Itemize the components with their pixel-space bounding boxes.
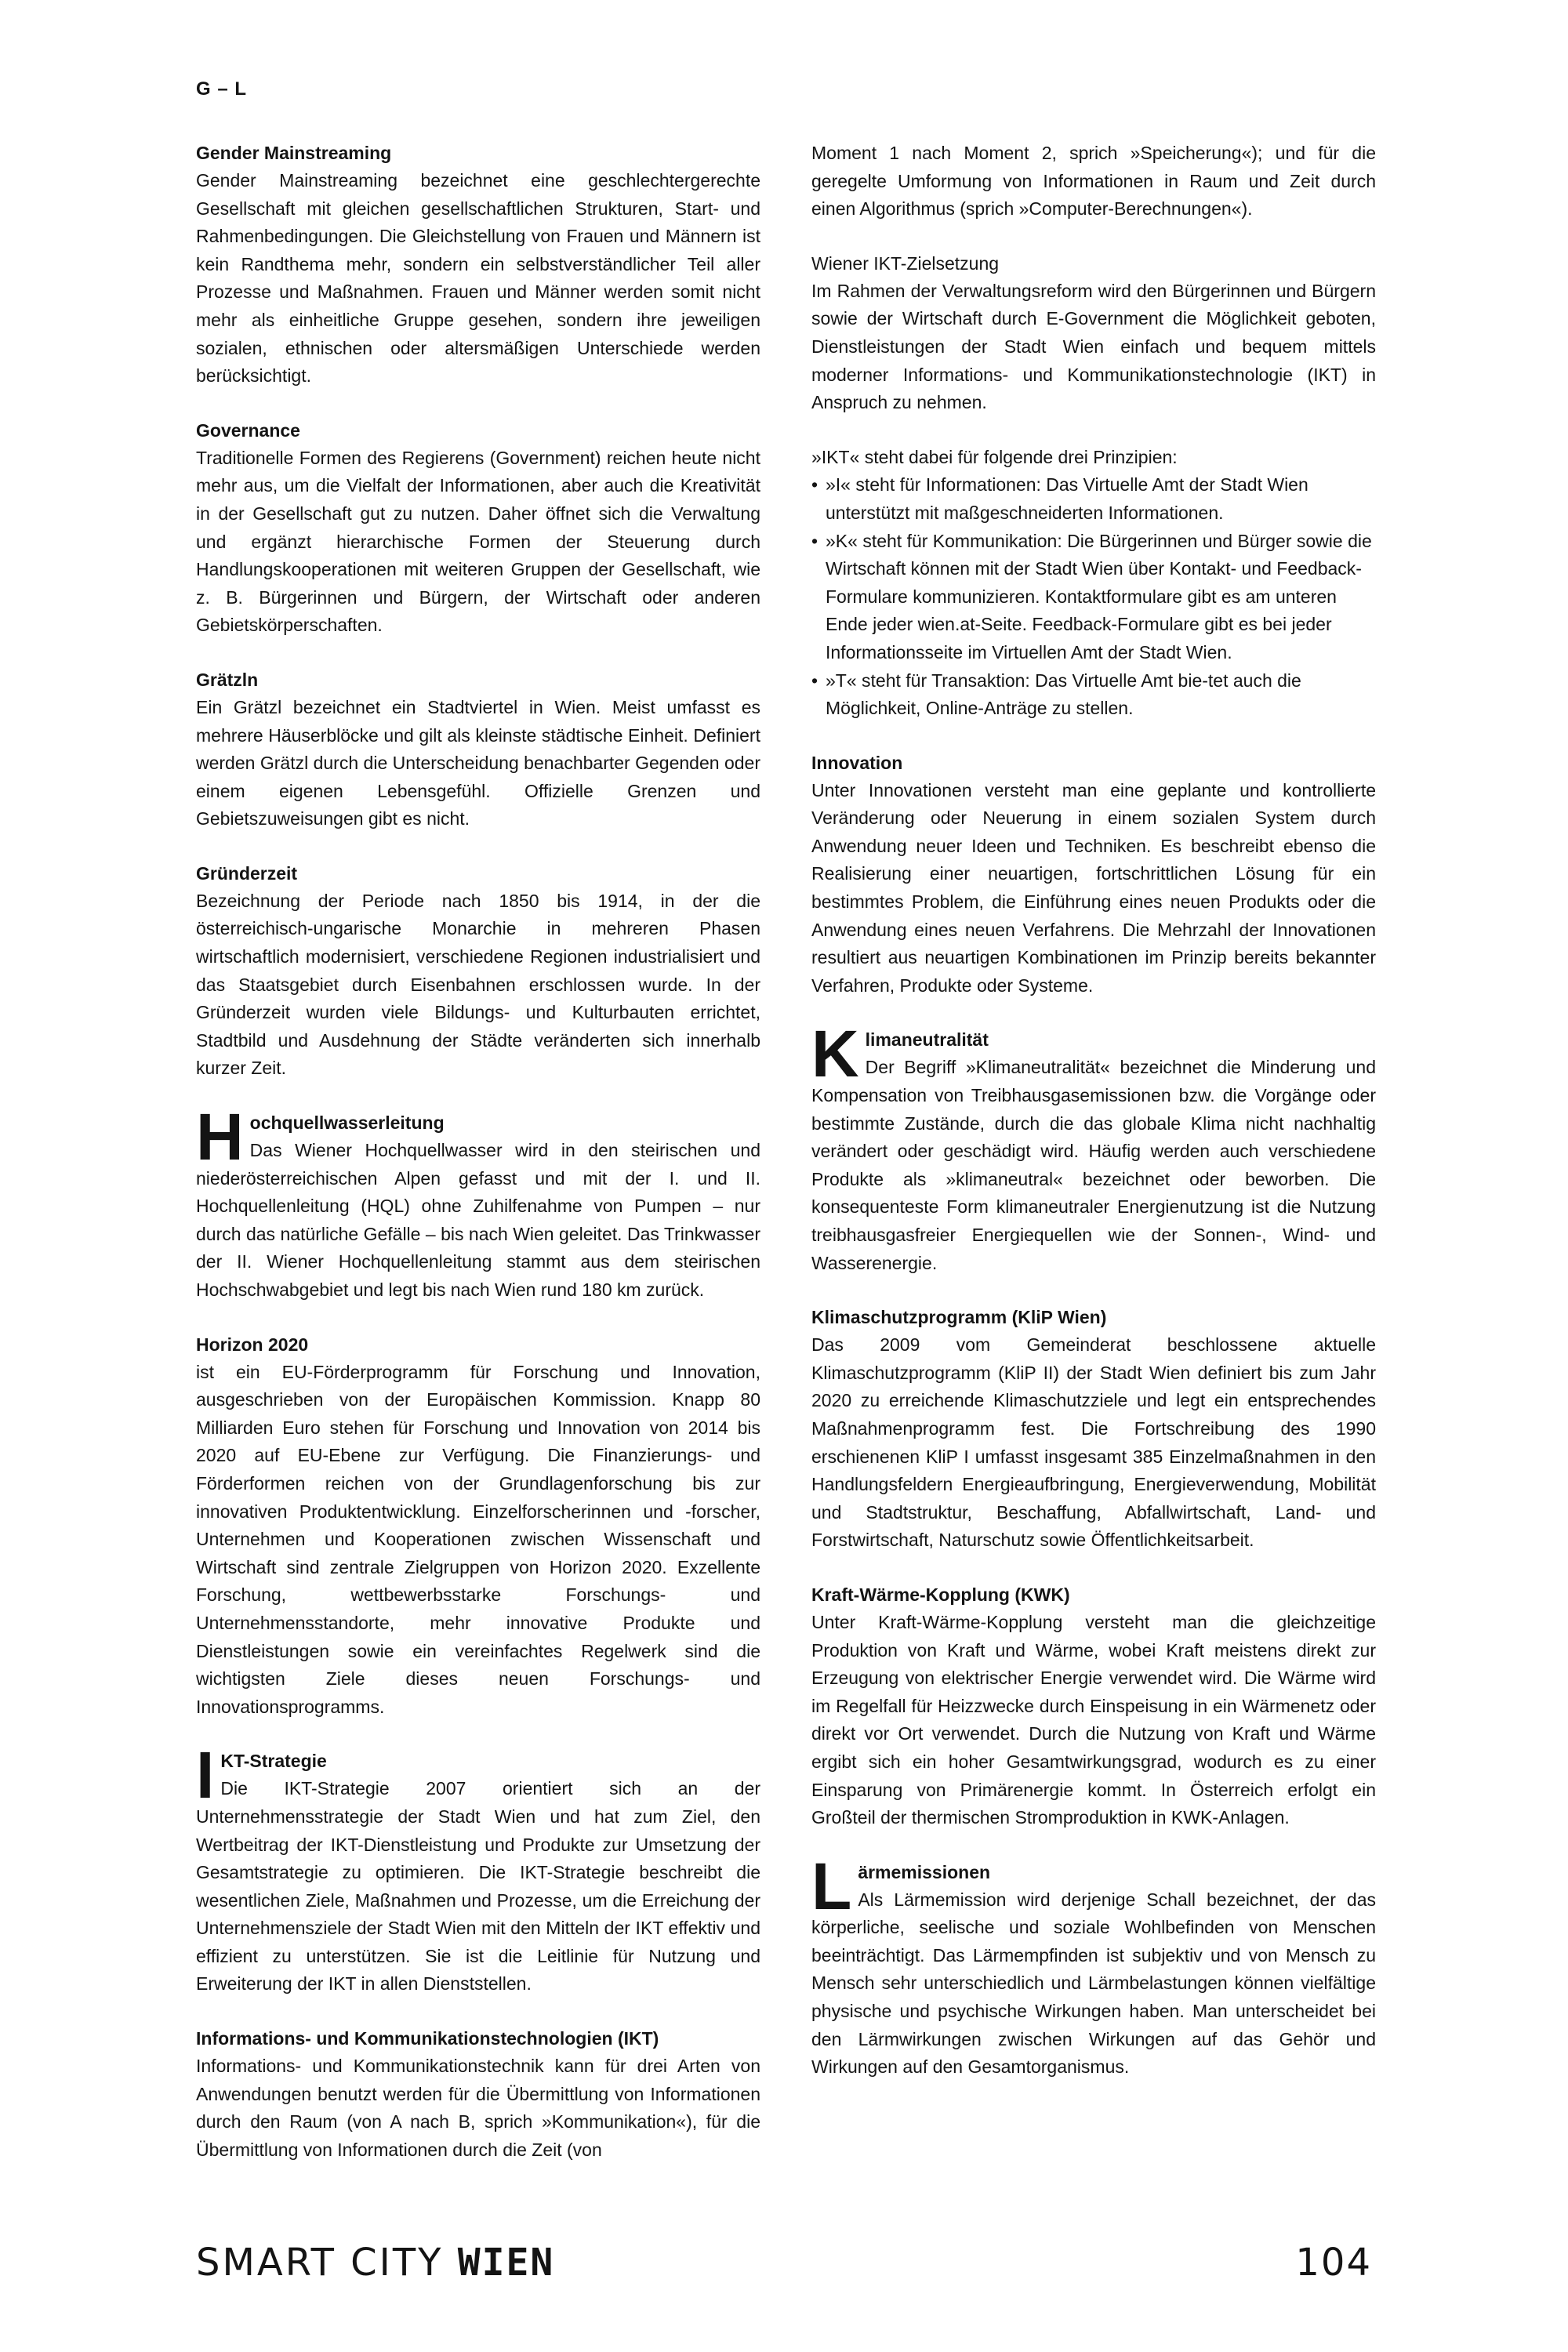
- entry-body: Gender Mainstreaming bezeichnet eine geschlechtergerechte Gesellschaft mit gleichen gesellschaftlichen Strukturen, Start- und Rahmenbedingungen. Die Gleichstellung von Frauen und Männern ist kein Randthema mehr, sondern ein selbstverständlicher Teil aller Prozesse und Maßnahmen. Frauen und Männer werden somit nicht mehr als einheitliche Gruppe gesehen, sondern ihre jeweiligen sozialen, ethnischen oder altersmäßigen Unterschiede werden berücksichtigt.: [196, 170, 760, 387]
- entry-title: ärmemissionen: [858, 1861, 991, 1882]
- entry-kraft-waerme-kopplung: [811, 1581, 1376, 1832]
- entry-body: Als Lärmemission wird derjenige Schall bezeichnet, der das körperliche, seelische und soziale Wohlbefinden von Menschen beeinträchtigt. Das Lärmempfinden ist subjektiv und von Mensch zu Mensch sehr unterschiedlich und Lärmbelastungen können vielfältige physische und psychische Wirkungen haben. Man unterscheidet bei den Lärmwirkungen zwischen Wirkungen auf das Gehör und Wirkungen auf den Gesamtorganismus.: [811, 1889, 1376, 2078]
- entry-innovation: [811, 750, 1376, 1000]
- entry-body: Traditionelle Formen des Regierens (Government) reichen heute nicht mehr aus, um die Vielfalt der Informationen, aber auch die Kreativität in der Gesellschaft gut zu nutzen. Daher öffnet sich die Verwaltung und ergänzt hierarchische Formen der Steuerung durch Handlungskooperationen mit weiteren Gruppen der Gesellschaft, wie z. B. Bürgerinnen und Bürgern, der Wirtschaft oder anderen Gebietskörperschaften.: [196, 447, 760, 636]
- entry-subtitle: Wiener IKT-Zielsetzung: [811, 252, 1000, 274]
- entry-body: Das 2009 vom Gemeinderat beschlossene aktuelle Klimaschutzprogramm (KliP II) der Stadt Wien definiert bis zum Jahr 2020 zu erreichende Klimaschutzziele und legt ein entsprechendes Maßnahmenprogramm fest. Die Fortschreibung des 1990 erschienenen KliP I umfasst insgesamt 385 Einzelmaßnahmen in den Handlungsfeldern Energieaufbringung, Energieverwendung, Mobilität und Stadtstruktur, Beschaffung, Abfallwirtschaft, Land- und Forstwirtschaft, Naturschutz sowie Öffentlichkeitsarbeit.: [811, 1334, 1376, 1551]
- entry-body: Der Begriff »Klimaneutralität« bezeichnet die Minderung und Kompensation von Treibhausgasemissionen bzw. die Vorgänge oder bestimmte Zustände, durch die das globale Klima nicht nachhaltig verändert oder geschädigt wird. Häufig werden auch verschiedene Produkte als »klimaneutral« bezeichnet oder beworben. Die konsequenteste Form klimaneutraler Energienutzung ist die Nutzung treibhausgasfreier Energiequellen wie der Sonnen-, Wind- und Wasserenergie.: [811, 1057, 1376, 1273]
- page-number: 104: [1295, 2241, 1372, 2285]
- dropcap-letter: K: [811, 1017, 859, 1091]
- entry-title: Klimaschutzprogramm (KliP Wien): [811, 1307, 1107, 1328]
- brand-text-bold: WIEN: [457, 2241, 555, 2285]
- list-item-text: »K« steht für Kommunikation: Die Bürgerinnen und Bürger sowie die Wirtschaft können mit der Stadt Wien über Kontakt- und Feedback-Formulare kommunizieren. Kontaktformulare gibt es am unteren Ende jeder wien.at-Seite. Feedback-Formulare gibt es bei jeder Informationsseite im Virtuellen Amt der Stadt Wien.: [826, 530, 1372, 662]
- entry-title: Horizon 2020: [196, 1334, 309, 1355]
- bullet-icon: •: [811, 474, 818, 495]
- principles-list: [811, 471, 1376, 722]
- entry-governance: [196, 417, 760, 640]
- entry-body: Moment 1 nach Moment 2, sprich »Speicherung«); und für die geregelte Umformung von Informationen in Raum und Zeit durch einen Algorithmus (sprich »Computer-Berechnungen«).: [811, 143, 1376, 220]
- dropcap-letter: H: [196, 1100, 244, 1174]
- entry-laermemissionen: [811, 1849, 1376, 2082]
- entry-body: Das Wiener Hochquellwasser wird in den steirischen und niederösterreichischen Alpen gefasst und mit der I. und II. Hochquellenleitung (HQL) ohne Zuhilfenahme von Pumpen – nur durch das natürliche Gefälle – bis nach Wien geleitet. Das Trinkwasser der II. Wiener Hochquellenleitung stammt aus dem steirischen Hochschwabgebiet und legt bis nach Wien rund 180 km zurück.: [196, 1140, 760, 1300]
- right-column: [811, 140, 1376, 2108]
- entry-ikt: [196, 2025, 760, 2164]
- list-item: [811, 471, 1376, 527]
- entry-ikt-prinzipien: [811, 444, 1376, 723]
- entry-title: Kraft-Wärme-Kopplung (KWK): [811, 1584, 1070, 1605]
- footer-brand: [196, 2241, 554, 2285]
- entry-hochquellwasserleitung: [196, 1100, 760, 1305]
- entry-title: Informations- und Kommunikationstechnologien (IKT): [196, 2028, 659, 2049]
- entry-body: Informations- und Kommunikationstechnik kann für drei Arten von Anwendungen benutzt werden für die Übermittlung von Informationen durch den Raum (von A nach B, sprich »Kommunikation«), für die Übermittlung von Informationen durch die Zeit (von: [196, 2056, 760, 2160]
- bullet-icon: •: [811, 670, 818, 691]
- entry-body: Ein Grätzl bezeichnet ein Stadtviertel in Wien. Meist umfasst es mehrere Häuserblöcke und gilt als kleinste städtische Einheit. Definiert werden Grätzl durch die Unterscheidung benachbarter Gegenden oder einem eigenen Lebensgefühl. Offizielle Grenzen und Gebietszuweisungen gibt es nicht.: [196, 696, 760, 829]
- entry-ikt-strategie: [196, 1738, 760, 1998]
- entry-body: Die IKT-Strategie 2007 orientiert sich an der Unternehmensstrategie der Stadt Wien und hat zum Ziel, den Wertbeitrag der IKT-Dienstleistung und Produkte zur Umsetzung der Gesamtstrategie zu optimieren. Die IKT-Strategie beschreibt die wesentlichen Ziele, Maßnahmen und Prozesse, um die Erreichung der Unternehmensziele der Stadt Wien mit den Mitteln der IKT effektiv und effizient zu unterstützen. Sie ist die Leitlinie für Nutzung und Erweiterung der IKT in allen Dienststellen.: [196, 1778, 760, 1994]
- list-item-text: »I« steht für Informationen: Das Virtuelle Amt der Stadt Wien unterstützt mit maßgeschneiderten Informationen.: [826, 474, 1308, 523]
- entry-title: limaneutralität: [865, 1029, 989, 1051]
- entry-klimaschutzprogramm: [811, 1304, 1376, 1555]
- running-head: G – L: [196, 78, 248, 100]
- bullet-icon: •: [811, 530, 818, 551]
- entry-title: Innovation: [811, 752, 903, 773]
- brand-text-light: SMART CITY: [196, 2241, 444, 2285]
- entry-title: Gründerzeit: [196, 862, 298, 884]
- entry-title: ochquellwasserleitung: [249, 1112, 445, 1134]
- dropcap-letter: L: [811, 1849, 852, 1923]
- entry-body: Bezeichnung der Periode nach 1850 bis 1914, in der die österreichisch-ungarische Monarchie in mehreren Phasen wirtschaftlich modernisiert, verschiedene Regionen industrialisiert und das Staatsgebiet durch Eisenbahnen erschlossen wurde. In der Gründerzeit wurden viele Bildungs- und Kulturbauten errichtet, Stadtbild und Ausdehnung der Städte veränderten sich innerhalb kurzer Zeit.: [196, 890, 760, 1079]
- entry-graetzln: [196, 666, 760, 833]
- entry-klimaneutralitaet: [811, 1017, 1376, 1277]
- entry-wiener-ikt-zielsetzung: [811, 250, 1376, 417]
- entry-gender-mainstreaming: [196, 140, 760, 390]
- entry-title: Governance: [196, 419, 300, 441]
- entry-gruenderzeit: [196, 860, 760, 1083]
- dropcap-letter: I: [196, 1738, 215, 1813]
- list-item: [811, 528, 1376, 667]
- principles-intro: »IKT« steht dabei für folgende drei Prinzipien:: [811, 446, 1178, 467]
- entry-title: Gender Mainstreaming: [196, 143, 392, 163]
- entry-body: Im Rahmen der Verwaltungsreform wird den Bürgerinnen und Bürgern sowie der Wirtschaft durch E-Government die Möglichkeit geboten, Dienstleistungen der Stadt Wien einfach und bequem mittels moderner Informations- und Kommunikationstechnologie (IKT) in Anspruch zu nehmen.: [811, 280, 1376, 413]
- left-column: [196, 140, 760, 2190]
- list-item: [811, 667, 1376, 723]
- entry-title: Grätzln: [196, 669, 259, 690]
- entry-body: ist ein EU-Förderprogramm für Forschung und Innovation, ausgeschrieben von der Europäischen Kommission. Knapp 80 Milliarden Euro stehen für Forschung und Innovation von 2014 bis 2020 auf EU-Ebene zur Verfügung. Die Finanzierungs- und Förderformen reichen von der Grundlagenforschung bis zur innovativen Produktentwicklung. Einzelforscherinnen und -forscher, Unternehmen und Kooperationen zwischen Wissenschaft und Wirtschaft sind zentrale Zielgruppen von Horizon 2020. Exzellente Forschung, wettbewerbsstarke Forschungs- und Unternehmensstandorte, mehr innovative Produkte und Dienstleistungen sowie ein vereinfachtes Regelwerk sind die wichtigsten Ziele dieses neuen Forschungs- und Innovationsprogramms.: [196, 1361, 760, 1717]
- list-item-text: »T« steht für Transaktion: Das Virtuelle Amt bie-tet auch die Möglichkeit, Online-Anträge zu stellen.: [826, 670, 1301, 719]
- entry-ikt-continued: [811, 140, 1376, 223]
- entry-body: Unter Innovationen versteht man eine geplante und kontrollierte Veränderung oder Neuerung in einem sozialen System durch Anwendung neuer Ideen und Techniken. Es beschreibt ebenso die Realisierung einer neuartigen, fortschrittlichen Lösung für ein bestimmtes Problem, die Einführung eines neuen Produkts oder die Anwendung eines neuen Verfahrens. Die Mehrzahl der Innovationen resultiert aus neuartigen Kombinationen im Prinzip bereits bekannter Verfahren, Produkte oder Systeme.: [811, 779, 1376, 996]
- entry-horizon-2020: [196, 1331, 760, 1722]
- entry-body: Unter Kraft-Wärme-Kopplung versteht man die gleichzeitige Produktion von Kraft und Wärme, wobei Kraft meistens direkt zur Erzeugung von elektrischer Energie verwendet wird. Die Wärme wird im Regelfall für Heizzwecke durch Einspeisung in ein Wärmenetz oder direkt vor Ort verwendet. Durch die Nutzung von Kraft und Wärme ergibt sich ein hoher Gesamtwirkungsgrad, wodurch es zu einer Einsparung von Primärenergie kommt. In Österreich erfolgt ein Großteil der thermischen Stromproduktion in KWK-Anlagen.: [811, 1611, 1376, 1828]
- entry-title: KT-Strategie: [220, 1751, 327, 1772]
